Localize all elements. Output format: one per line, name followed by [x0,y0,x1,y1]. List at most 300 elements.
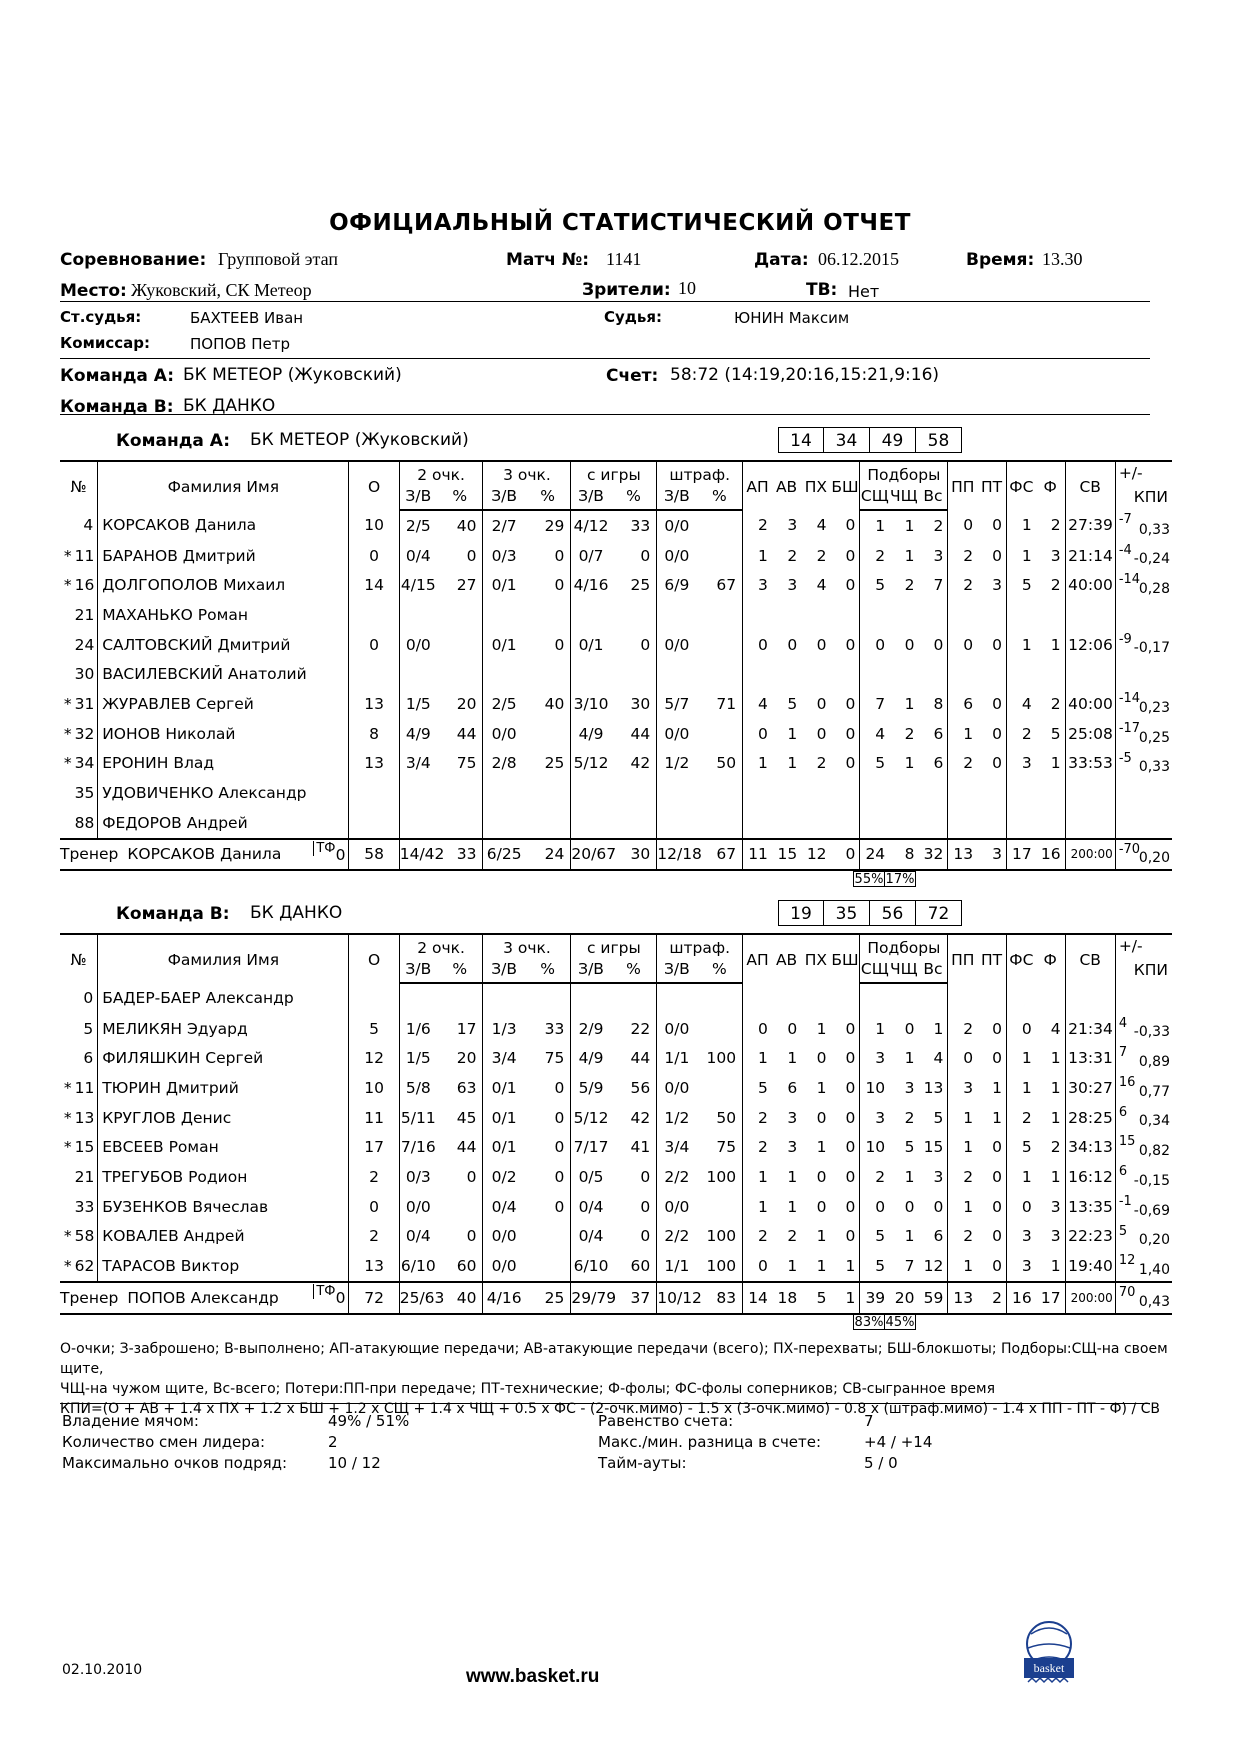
player-ast-all: 3 [787,516,798,535]
player-stl: 1 [816,1257,827,1276]
player-star: * [63,694,72,713]
team-a-q4: 58 [915,427,962,453]
col-treb: Вс [918,486,947,511]
total-minutes: 200:00 [1065,839,1115,871]
player-star: * [63,1108,72,1127]
player-fouls-drawn: 1 [1006,1073,1035,1103]
player-row [60,1043,1172,1073]
player-fouls-drawn: 1 [1006,1043,1035,1073]
player-row [60,1192,1172,1222]
player-blk: 0 [845,724,856,743]
player-fg-pct: 30 [630,694,651,713]
col-kpi-label: КПИ [1133,488,1168,506]
player-dreb [860,778,889,808]
team-a-quarter-scores [778,427,962,453]
total-plus-minus: 70 [1118,1284,1136,1300]
spectators-value: 10 [678,278,696,298]
player-two-made [399,600,437,630]
player-name: КОВАЛЕВ Андрей [98,1222,349,1252]
player-star: * [63,1257,72,1276]
coach-cell [60,1282,349,1314]
player-fg-pct: 25 [630,576,651,595]
player-oreb: 2 [904,1108,915,1127]
player-plus-minus-cell [1115,778,1172,808]
player-fouls-drawn [1006,778,1035,808]
player-to-pass: 1 [948,1132,977,1162]
player-ft-made: 2/2 [657,1162,697,1192]
player-name: МЕЛИКЯН Эдуард [98,1014,349,1044]
player-ft-pct [697,1073,743,1103]
player-fouls-drawn: 3 [1006,1251,1035,1282]
total-fg-made: 20/67 [571,839,611,871]
player-ft-pct [697,1192,743,1222]
total-fg-pct: 37 [611,1282,657,1314]
player-stl: 0 [816,1197,827,1216]
player-oreb [889,983,918,1014]
player-star: * [63,576,72,595]
player-fg-pct: 0 [640,635,651,654]
player-dreb: 10 [860,1073,889,1103]
player-name: БУЗЕНКОВ Вячеслав [98,1192,349,1222]
player-treb: 3 [933,546,944,565]
player-kpi: 0,82 [1138,1143,1170,1160]
date-value: 06.12.2015 [818,249,899,269]
player-dreb: 3 [860,1103,889,1133]
player-oreb: 3 [904,1078,915,1097]
player-treb: 2 [933,516,944,535]
player-two-pct [437,630,483,660]
report-title: ОФИЦИАЛЬНЫЙ СТАТИСТИЧЕСКИЙ ОТЧЕТ [329,210,911,236]
col-two: 2 очк. [399,461,483,486]
player-row [60,983,1172,1014]
player-fouls [1036,808,1065,839]
player-row [60,749,1172,779]
player-blk: 0 [845,635,856,654]
player-plus-minus: -14 [1118,691,1141,707]
player-fg-pct: 0 [640,1167,651,1186]
player-treb: 13 [923,1078,944,1097]
player-ast-all: 2 [787,1227,798,1246]
player-ast-all: 2 [787,546,798,565]
player-two-pct: 20 [456,694,477,713]
player-minutes [1065,778,1115,808]
player-fg-made [571,659,611,689]
player-row [60,570,1172,600]
player-blk: 0 [845,516,856,535]
score-label: Счет: [606,366,659,386]
player-to-pass [948,778,977,808]
player-row [60,1251,1172,1282]
player-ast-all [772,808,801,839]
player-fg-made: 0/4 [571,1222,611,1252]
player-treb: 4 [933,1049,944,1068]
player-treb: 15 [923,1138,944,1157]
player-fouls-drawn: 4 [1006,689,1035,719]
player-blk: 0 [845,1197,856,1216]
player-ast [743,778,772,808]
player-two-made: 2/5 [399,510,437,541]
col-dreb: СЩ [860,486,889,511]
player-dreb: 5 [860,749,889,779]
player-two-made [399,659,437,689]
player-ft-pct: 71 [716,694,737,713]
total-three-made: 6/25 [483,839,525,871]
player-three-made [483,983,525,1014]
player-to-pass [948,659,977,689]
player-minutes: 34:13 [1065,1132,1115,1162]
player-two-pct [437,1192,483,1222]
player-oreb [889,600,918,630]
player-points: 17 [349,1132,399,1162]
total-fouls: 17 [1036,1282,1065,1314]
player-treb: 6 [933,1227,944,1246]
player-ft-pct [697,808,743,839]
player-blk: 0 [845,1078,856,1097]
player-three-pct: 0 [554,1197,565,1216]
player-fg-pct: 42 [630,754,651,773]
col-reb: Подборы [860,461,948,486]
player-fg-pct: 44 [630,1049,651,1068]
player-ft-made: 1/2 [657,749,697,779]
team-b-value: БК ДАНКО [183,396,276,416]
player-fouls: 2 [1050,576,1061,595]
player-blk: 0 [845,546,856,565]
player-number: 4 [83,516,94,535]
col-fouls-drawn: ФС [1006,461,1035,510]
team-b-q1: 19 [778,900,824,926]
player-fouls-drawn: 1 [1006,630,1035,660]
player-three-pct [525,983,571,1014]
player-three-made: 0/1 [483,570,525,600]
player-ast-all [772,983,801,1014]
player-name: ТЮРИН Дмитрий [98,1073,349,1103]
player-name: ЖУРАВЛЕВ Сергей [98,689,349,719]
player-three-made: 0/0 [483,1251,525,1282]
player-minutes: 22:23 [1065,1222,1115,1252]
player-two-pct: 75 [456,754,477,773]
player-ft-pct [697,983,743,1014]
player-blk: 0 [845,1138,856,1157]
player-ast-all: 1 [787,1197,798,1216]
player-kpi: 0,89 [1138,1054,1170,1071]
player-treb: 8 [933,694,944,713]
player-star [60,983,75,1014]
basket-logo-icon [1018,1618,1080,1686]
player-blk [831,778,860,808]
player-treb [918,600,947,630]
player-star: * [63,1138,72,1157]
player-ft-pct: 50 [716,1108,737,1127]
player-ast-all: 3 [787,576,798,595]
player-two-made [399,808,437,839]
player-star [60,1162,75,1192]
col-blk: БШ [831,461,860,510]
player-two-made: 0/0 [399,630,437,660]
player-three-made [483,600,525,630]
player-ast: 2 [743,1222,772,1252]
player-three-pct: 0 [554,1078,565,1097]
player-three-pct: 0 [554,576,565,595]
player-ft-pct: 100 [706,1257,737,1276]
col-ft: штраф. [657,934,743,959]
player-fg-pct [611,778,657,808]
col-ft-pct: % [697,959,743,984]
player-to-pass: 2 [948,1222,977,1252]
col-fg: с игры [571,461,657,486]
player-to-tech [977,600,1006,630]
player-points [349,808,399,839]
player-to-tech [977,659,1006,689]
player-stl [801,808,830,839]
player-plus-minus: -5 [1118,750,1132,766]
total-stl: 12 [801,839,830,871]
col-to-pass: ПП [948,934,977,983]
player-fg-made: 0/1 [571,630,611,660]
player-minutes [1065,808,1115,839]
total-two-made: 25/63 [399,1282,437,1314]
player-minutes: 12:06 [1065,630,1115,660]
player-fouls: 2 [1050,516,1061,535]
player-number: 62 [74,1257,95,1276]
player-ast-all: 6 [787,1078,798,1097]
player-three-pct: 0 [554,1138,565,1157]
player-three-pct [525,1251,571,1282]
player-dreb: 10 [860,1132,889,1162]
player-row [60,1014,1172,1044]
player-three-made: 0/2 [483,1162,525,1192]
player-kpi: 0,33 [1138,521,1170,538]
player-to-pass: 0 [948,1043,977,1073]
competition-label: Соревнование: [60,250,207,270]
player-two-made: 0/4 [399,541,437,571]
player-plus-minus-cell [1115,983,1172,1014]
player-three-made [483,808,525,839]
player-three-pct: 40 [544,694,565,713]
player-ft-pct [697,659,743,689]
player-two-pct [437,600,483,630]
player-name: ВАСИЛЕВСКИЙ Анатолий [98,659,349,689]
player-plus-minus: -1 [1118,1193,1132,1209]
col-points: О [349,461,399,510]
player-to-tech: 1 [992,1078,1002,1097]
total-plus-minus-cell [1115,1282,1172,1314]
player-fouls-drawn: 2 [1006,1103,1035,1133]
total-ast-all: 15 [772,839,801,871]
player-to-tech [977,778,1006,808]
player-stl [801,778,830,808]
player-three-pct: 0 [554,1167,565,1186]
player-name: ЕВСЕЕВ Роман [98,1132,349,1162]
col-kpi-label: КПИ [1133,961,1168,979]
total-to-tech: 2 [977,1282,1006,1314]
team-b-dreb-pct: 83% [854,1315,884,1330]
player-fg-made: 4/9 [571,1043,611,1073]
venue-label: Место: [60,281,127,301]
team-a-oreb-pct: 17% [885,872,915,887]
player-fg-made: 4/12 [571,510,611,541]
total-blk: 1 [831,1282,860,1314]
player-three-made: 0/1 [483,1073,525,1103]
player-fouls-drawn: 1 [1006,541,1035,571]
player-to-tech: 3 [992,576,1002,595]
player-three-pct [525,778,571,808]
player-blk: 1 [845,1257,856,1276]
player-points [349,659,399,689]
col-three-pct: % [525,486,571,511]
player-to-tech: 0 [992,694,1002,713]
player-name: ФИЛЯШКИН Сергей [98,1043,349,1073]
total-ast-all: 18 [772,1282,801,1314]
player-dreb [860,808,889,839]
col-two: 2 очк. [399,934,483,959]
col-ast: АП [743,934,772,983]
total-fg-made: 29/79 [571,1282,611,1314]
player-oreb: 0 [904,635,915,654]
player-stl: 2 [816,754,827,773]
player-fouls-drawn: 2 [1006,719,1035,749]
player-treb: 6 [933,754,944,773]
player-to-pass: 1 [948,1251,977,1282]
score-value: 58:72 (14:19,20:16,15:21,9:16) [670,365,940,385]
player-fg-made: 0/4 [571,1192,611,1222]
player-points: 10 [349,1073,399,1103]
timeouts-label: Тайм-ауты: [598,1454,687,1472]
player-fouls: 1 [1050,635,1061,654]
player-number: 13 [74,1108,95,1127]
player-points: 13 [349,689,399,719]
player-row [60,778,1172,808]
total-to-pass: 13 [948,839,977,871]
player-ast-all: 1 [787,724,798,743]
player-three-pct: 25 [544,754,565,773]
player-three-pct: 33 [544,1019,565,1038]
total-three-made: 4/16 [483,1282,525,1314]
player-stl: 0 [816,694,827,713]
player-plus-minus-cell [1115,630,1172,660]
player-fg-made: 2/9 [571,1014,611,1044]
player-ft-pct [697,778,743,808]
player-number: 15 [74,1138,95,1157]
coach-name: ПОПОВ Александр [127,1288,279,1307]
player-plus-minus: -14 [1118,572,1141,588]
player-stl: 0 [816,1049,827,1068]
player-ast: 1 [743,1192,772,1222]
player-name: КРУГЛОВ Денис [98,1103,349,1133]
player-ft-made: 0/0 [657,510,697,541]
player-star: * [63,1227,72,1246]
col-two-mv: З/В [399,959,437,984]
col-plus-minus [1115,934,1172,983]
player-ft-made: 0/0 [657,541,697,571]
player-two-made: 4/15 [399,570,437,600]
player-two-pct: 20 [456,1049,477,1068]
footer-date: 02.10.2010 [62,1662,143,1678]
player-fg-made: 6/10 [571,1251,611,1282]
player-plus-minus-cell [1115,808,1172,839]
player-row [60,659,1172,689]
player-treb: 0 [933,635,944,654]
player-plus-minus-cell [1115,600,1172,630]
player-to-pass: 2 [948,1162,977,1192]
total-to-pass: 13 [948,1282,977,1314]
total-ft-pct: 67 [697,839,743,871]
player-to-pass: 2 [948,541,977,571]
player-plus-minus-cell [1115,510,1172,541]
total-fouls: 16 [1036,839,1065,871]
player-plus-minus-cell [1115,1132,1172,1162]
lead-changes-value: 2 [328,1433,338,1451]
col-fg-mv: З/В [571,486,611,511]
player-fg-made: 7/17 [571,1132,611,1162]
player-minutes: 40:00 [1065,570,1115,600]
player-fg-pct [611,659,657,689]
player-stl: 0 [816,1108,827,1127]
player-dreb: 7 [860,689,889,719]
player-ft-pct: 50 [716,754,737,773]
player-stl: 0 [816,724,827,743]
total-treb: 32 [918,839,947,871]
team-b-oreb-pct: 45% [885,1315,915,1330]
player-ast: 1 [743,749,772,779]
player-fouls-drawn [1006,600,1035,630]
player-fg-made: 5/12 [571,749,611,779]
player-row [60,1162,1172,1192]
col-treb: Вс [918,959,947,984]
player-oreb: 1 [904,1167,915,1186]
player-star [60,778,75,808]
player-fouls: 2 [1050,694,1061,713]
player-fg-pct: 0 [640,1197,651,1216]
team-b-q4: 72 [915,900,962,926]
total-two-pct: 33 [437,839,483,871]
player-three-pct: 29 [544,516,565,535]
player-fg-made: 5/12 [571,1103,611,1133]
col-blk: БШ [831,934,860,983]
player-three-made: 2/8 [483,749,525,779]
player-ast: 2 [743,510,772,541]
player-kpi: -0,17 [1133,640,1170,657]
player-kpi: -0,24 [1133,551,1170,568]
player-fg-made [571,600,611,630]
player-oreb: 1 [904,694,915,713]
player-stl: 4 [816,516,827,535]
total-stl: 5 [801,1282,830,1314]
possession-label: Владение мячом: [62,1412,199,1430]
player-two-made: 1/6 [399,1014,437,1044]
player-oreb [889,808,918,839]
player-ft-pct [697,1014,743,1044]
team-a-dreb-pct: 55% [854,872,884,887]
total-ft-made: 12/18 [657,839,697,871]
team-b-q2: 35 [823,900,870,926]
player-points: 0 [349,1192,399,1222]
player-ft-pct: 100 [706,1227,737,1246]
player-fg-pct: 41 [630,1138,651,1157]
player-to-tech: 0 [992,1227,1002,1246]
player-ft-made [657,808,697,839]
coach-label: Тренер [60,1288,119,1307]
basket-logo-text: basket [1033,1661,1065,1675]
player-star [60,659,75,689]
player-to-pass: 0 [948,510,977,541]
lead-changes-label: Количество смен лидера: [62,1433,266,1451]
player-ast: 1 [743,1162,772,1192]
max-run-label: Максимально очков подряд: [62,1454,288,1472]
col-reb: Подборы [860,934,948,959]
player-plus-minus-cell [1115,1222,1172,1252]
player-ast: 0 [743,1014,772,1044]
player-treb [918,778,947,808]
